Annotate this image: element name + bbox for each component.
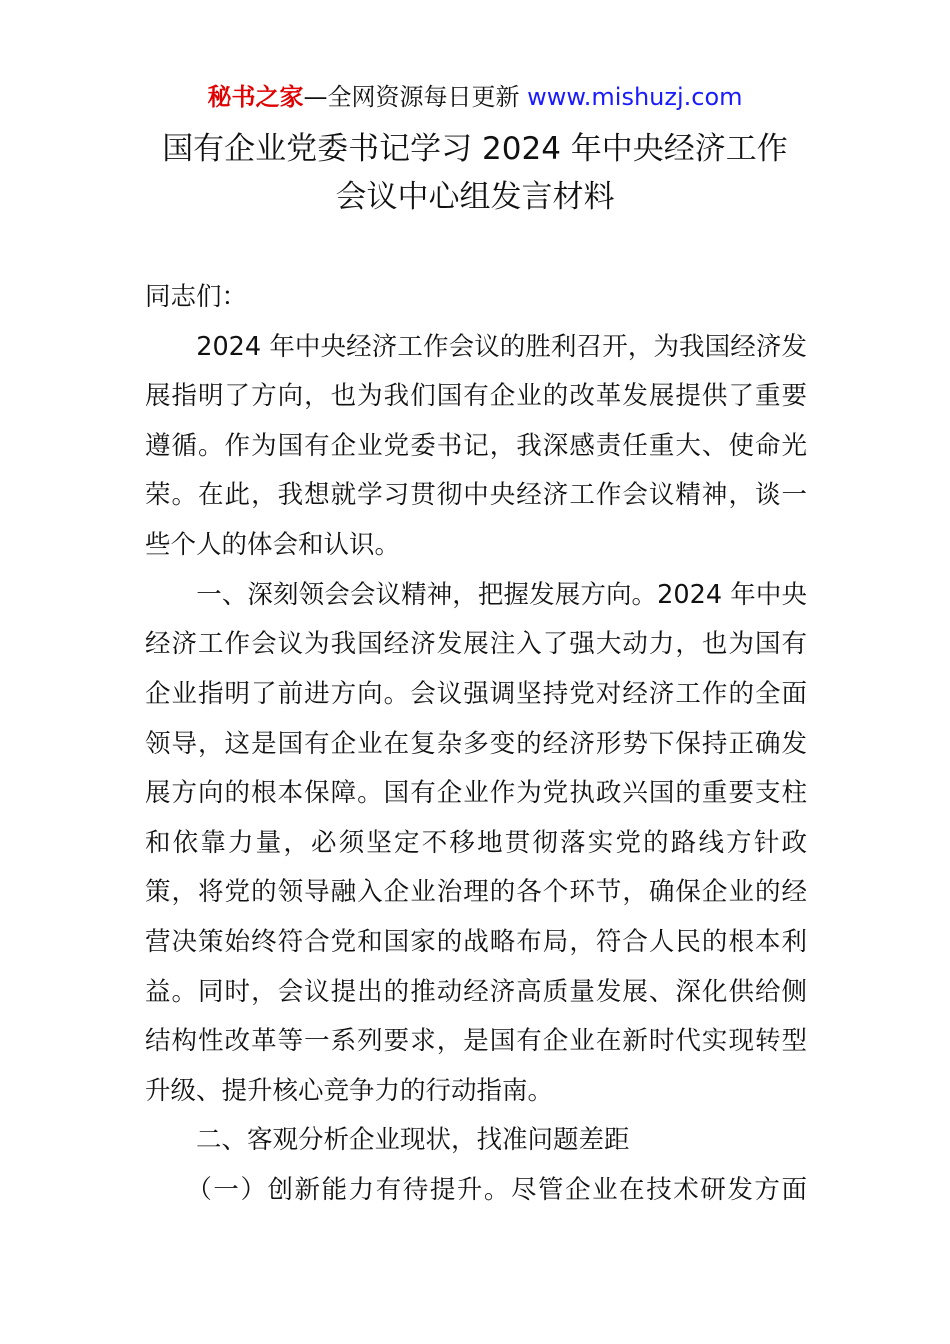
body-line: 领导，这是国有企业在复杂多变的经济形势下保持正确发 — [145, 729, 807, 759]
section-heading: 二、客观分析企业现状，找准问题差距 — [145, 1125, 630, 1155]
body-line: 展方向的根本保障。国有企业作为党执政兴国的重要支柱 — [145, 778, 807, 808]
body-line: 益。同时，会议提出的推动经济高质量发展、深化供给侧 — [145, 977, 807, 1007]
body-line: 遵循。作为国有企业党委书记，我深感责任重大、使命光 — [145, 431, 807, 461]
header-tagline: —全网资源每日更新 — [303, 83, 520, 111]
site-url-link[interactable]: www.mishuzj.com — [527, 83, 743, 111]
body-line: 结构性改革等一系列要求，是国有企业在新时代实现转型 — [145, 1026, 807, 1056]
body-line: 策，将党的领导融入企业治理的各个环节，确保企业的经 — [145, 877, 807, 907]
subsection-heading-line: （一）创新能力有待提升。尽管企业在技术研发方面 — [145, 1175, 807, 1205]
body-line: 营决策始终符合党和国家的战略布局，符合人民的根本利 — [145, 927, 807, 957]
document-title-line-1: 国有企业党委书记学习 2024 年中央经济工作 — [162, 131, 788, 167]
site-header — [0, 80, 950, 114]
body-line: 升级、提升核心竞争力的行动指南。 — [145, 1076, 554, 1106]
body-line: 经济工作会议为我国经济发展注入了强大动力，也为国有 — [145, 629, 807, 659]
body-line: 企业指明了前进方向。会议强调坚持党对经济工作的全面 — [145, 679, 807, 709]
body-line: 2024 年中央经济工作会议的胜利召开，为我国经济发 — [145, 332, 807, 362]
brand-name: 秘书之家 — [207, 83, 304, 111]
body-line: 荣。在此，我想就学习贯彻中央经济工作会议精神，谈一 — [145, 480, 807, 510]
body-line: 和依靠力量，必须坚定不移地贯彻落实党的路线方针政 — [145, 828, 807, 858]
salutation: 同志们： — [145, 282, 248, 312]
document-title-line-2: 会议中心组发言材料 — [335, 179, 615, 215]
section-heading-line: 一、深刻领会会议精神，把握发展方向。2024 年中央 — [145, 580, 807, 610]
body-line: 展指明了方向，也为我们国有企业的改革发展提供了重要 — [145, 381, 807, 411]
body-line: 些个人的体会和认识。 — [145, 530, 401, 560]
